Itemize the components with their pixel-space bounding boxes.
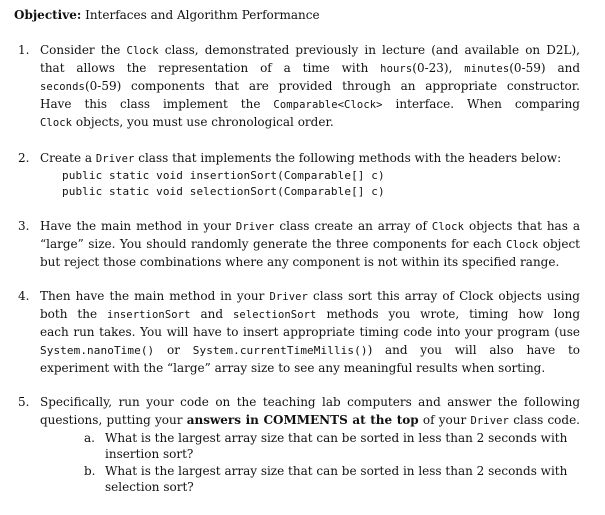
item-1-line-3: seconds(0-59) components that are provided through an appropriate constructor. <box>40 79 580 93</box>
item-4-line-3: each run takes. You will have to insert appropriate timing code into your program (use <box>40 325 580 339</box>
item-3-line-2: “large” size. You should randomly generate the three components for each Clock object <box>40 237 580 251</box>
item-5b-line-1: What is the largest array size that can be sorted in less than 2 seconds with <box>105 464 568 478</box>
item-5-number: 5. <box>18 395 30 409</box>
item-4-line-1: Then have the main method in your Driver class sort this array of Clock objects using <box>40 289 580 303</box>
item-5b-letter: b. <box>84 464 96 478</box>
item-2-line-1: Create a Driver class that implements the following methods with the headers below: <box>40 151 562 165</box>
item-4-line-4: System.nanoTime() or System.currentTimeMillis()) and you will also have to <box>40 343 580 357</box>
item-1-line-2: that allows the representation of a time with hours(0-23), minutes(0-59) and <box>40 61 581 75</box>
item-5a-letter: a. <box>84 431 95 445</box>
item-3-line-1: Have the main method in your Driver class create an array of Clock objects that has a <box>40 219 580 233</box>
objective-text: Interfaces and Algorithm Performance <box>81 8 320 22</box>
item-1-line-5: Clock objects, you must use chronological order. <box>40 115 334 129</box>
item-2-code-1: public static void insertionSort(Comparable[] c) <box>62 169 385 182</box>
item-2-number: 2. <box>18 151 30 165</box>
item-5a-line-1: What is the largest array size that can be sorted in less than 2 seconds with <box>105 431 568 445</box>
item-4-number: 4. <box>18 289 30 303</box>
item-1-number: 1. <box>18 43 30 57</box>
item-3-number: 3. <box>18 219 30 233</box>
item-4-line-5: experiment with the “large” array size to see any meaningful results when sorting. <box>40 361 546 375</box>
item-1-line-1: Consider the Clock class, demonstrated previously in lecture (and available on D2L), <box>40 43 580 57</box>
item-5-line-1: Specifically, run your code on the teaching lab computers and answer the following <box>40 395 580 409</box>
item-5-line-2: questions, putting your answers in COMMENTS at the top of your Driver class code. <box>40 413 580 427</box>
item-4-line-2: both the insertionSort and selectionSort methods you wrote, timing how long <box>40 307 580 321</box>
objective-heading <box>14 7 320 24</box>
item-5b-line-2: selection sort? <box>105 480 194 494</box>
item-3-line-3: but reject those combinations where any component is not within its specified range. <box>40 255 560 269</box>
item-2-code-2: public static void selectionSort(Comparable[] c) <box>62 185 385 198</box>
item-1-line-4: Have this class implement the Comparable<Clock> interface. When comparing <box>40 97 580 111</box>
item-5a-line-2: insertion sort? <box>105 447 194 461</box>
objective-label: Objective: <box>14 8 82 22</box>
